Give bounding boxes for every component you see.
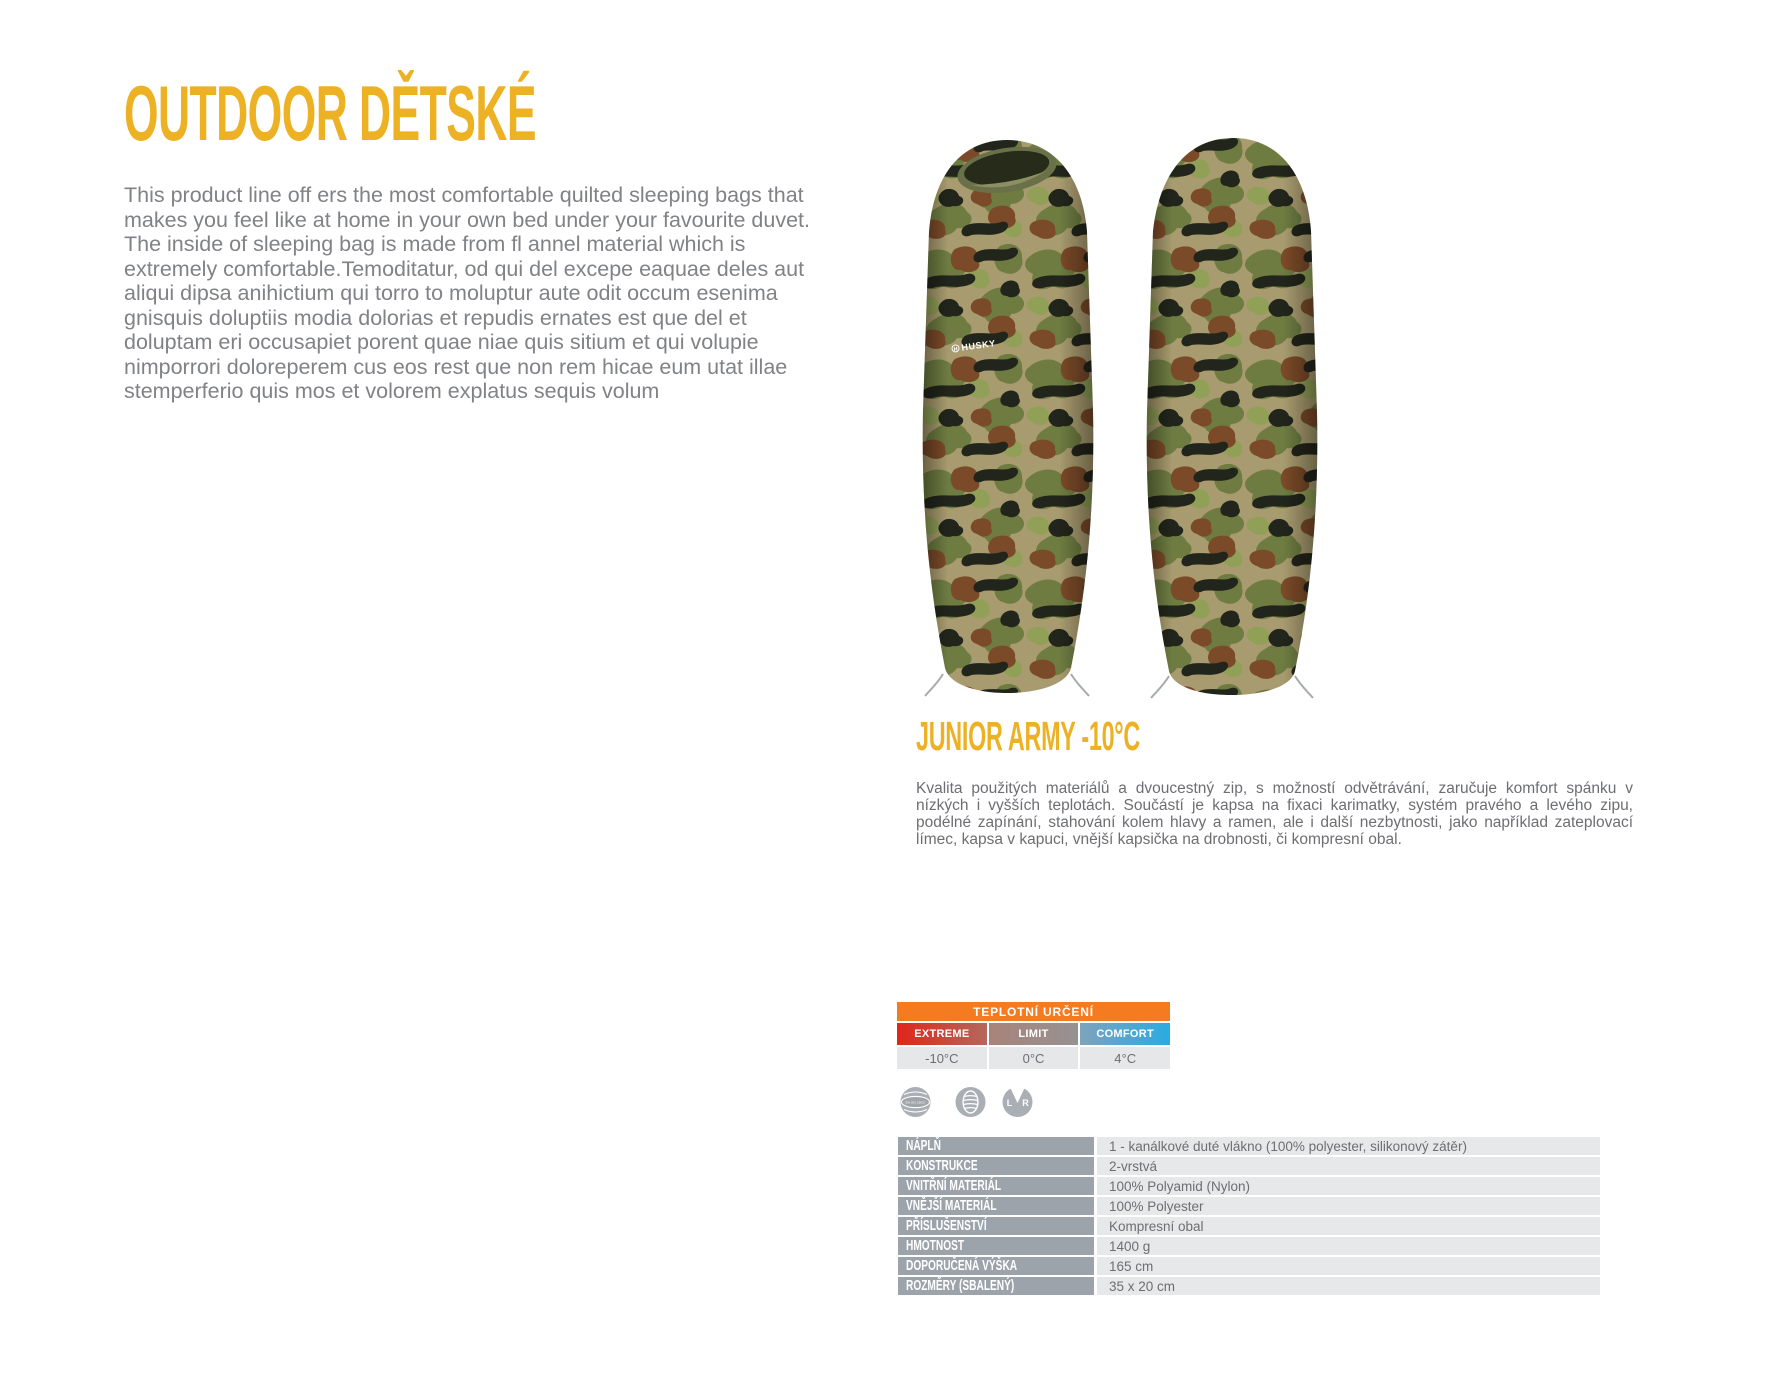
temperature-labels-row bbox=[897, 1023, 1170, 1045]
drawcord bbox=[925, 674, 943, 696]
spec-label-text: VNITŘNÍ MATERIÁL bbox=[906, 1178, 1002, 1194]
standard-badge-icon bbox=[900, 1085, 931, 1119]
sleeping-bag-front bbox=[923, 140, 1094, 696]
product-images bbox=[915, 134, 1321, 709]
intro-paragraph: This product line off ers the most comfortable quilted sleeping bags that makes you feel like at home in your own bed under your favourite duvet. The inside of sleeping bag is made from fl annel material which is extremely comfortable.Temoditatur, od qui del excepe eaquae deles aut aliqui dipsa anihictium qui torro to moluptur aute odit occum esenima gnisquis doluptiis modia dolorias et repudis ernates est que del et doluptam eri occusapiet porent quae niae quis sitium et qui volupie nimporrori doloreperem cus eos rest que non rem hicae eum utat illae stemperferio quis mos et volorem explatus sequis volum bbox=[124, 183, 810, 403]
spec-label-text: HMOTNOST bbox=[906, 1238, 965, 1254]
spec-label-text: VNĚJŠÍ MATERIÁL bbox=[906, 1198, 997, 1214]
left-zip-letter: L bbox=[1006, 1098, 1013, 1108]
spec-table bbox=[898, 1137, 1600, 1295]
table-row bbox=[898, 1197, 1600, 1215]
drawcord bbox=[1295, 676, 1313, 698]
table-row bbox=[898, 1137, 1600, 1155]
spec-label-text: ROZMĚRY (SBALENÝ) bbox=[906, 1278, 1015, 1294]
drawcord bbox=[1151, 676, 1169, 698]
spec-label-text: NÁPLŇ bbox=[906, 1138, 941, 1154]
mummy-shape-icon bbox=[955, 1085, 986, 1119]
product-name bbox=[916, 713, 1309, 759]
drawcord bbox=[1071, 674, 1089, 696]
page-title-text: OUTDOOR DĚTSKÉ bbox=[124, 69, 536, 157]
extreme-value: -10°C bbox=[897, 1047, 987, 1069]
limit-value: 0°C bbox=[989, 1047, 1079, 1069]
table-row bbox=[898, 1217, 1600, 1235]
husky-logo-initial: H bbox=[953, 346, 959, 353]
spec-label bbox=[898, 1237, 1094, 1255]
comfort-label: COMFORT bbox=[1080, 1023, 1170, 1045]
spec-label bbox=[898, 1217, 1094, 1235]
product-name-text: JUNIOR ARMY -10°C bbox=[916, 713, 1140, 759]
temperature-values-row bbox=[897, 1047, 1170, 1069]
spec-label-text: DOPORUČENÁ VÝŠKA bbox=[906, 1258, 1018, 1274]
spec-value: 165 cm bbox=[1097, 1257, 1600, 1275]
table-row bbox=[898, 1277, 1600, 1295]
standard-badge-text: EN ISO 23537 bbox=[905, 1100, 926, 1105]
spec-value: Kompresní obal bbox=[1097, 1217, 1600, 1235]
spec-label bbox=[898, 1277, 1094, 1295]
limit-label: LIMIT bbox=[989, 1023, 1079, 1045]
temperature-table-header: TEPLOTNÍ URČENÍ bbox=[897, 1002, 1170, 1021]
temperature-table bbox=[897, 1002, 1170, 1069]
spec-value: 2-vrstvá bbox=[1097, 1157, 1600, 1175]
product-description: Kvalita použitých materiálů a dvoucestný zip, s možností odvětrávání, zaručuje komfort spánku v nízkých i vyšších teplotách. Součástí je kapsa na fixaci karimatky, systém pravého a levého zipu, podélné zapínání, stahování kolem hlavy a ramen, ale i další nezbytnosti, jako například zateplovací límec, kapsa v kapuci, vnější kapsička na drobnosti, či kompresní obal. bbox=[916, 780, 1633, 848]
sleeping-bags-illustration bbox=[915, 134, 1321, 709]
table-row bbox=[898, 1257, 1600, 1275]
extreme-label: EXTREME bbox=[897, 1023, 987, 1045]
sleeping-bag-back bbox=[1147, 138, 1318, 698]
spec-label bbox=[898, 1257, 1094, 1275]
spec-value: 1 - kanálkové duté vlákno (100% polyester, silikonový zátěr) bbox=[1097, 1137, 1600, 1155]
page-title bbox=[124, 69, 847, 157]
spec-label-text: PŘÍSLUŠENSTVÍ bbox=[906, 1218, 987, 1234]
table-row bbox=[898, 1157, 1600, 1175]
right-zip-letter: R bbox=[1022, 1098, 1029, 1108]
table-row bbox=[898, 1237, 1600, 1255]
spec-value: 35 x 20 cm bbox=[1097, 1277, 1600, 1295]
spec-label bbox=[898, 1177, 1094, 1195]
spec-value: 100% Polyester bbox=[1097, 1197, 1600, 1215]
spec-label bbox=[898, 1157, 1094, 1175]
spec-label-text: KONSTRUKCE bbox=[906, 1158, 978, 1174]
spec-label bbox=[898, 1197, 1094, 1215]
spec-value: 100% Polyamid (Nylon) bbox=[1097, 1177, 1600, 1195]
husky-logo-text: HUSKY bbox=[960, 338, 997, 353]
spec-label bbox=[898, 1137, 1094, 1155]
spec-value: 1400 g bbox=[1097, 1237, 1600, 1255]
comfort-value: 4°C bbox=[1080, 1047, 1170, 1069]
table-row bbox=[898, 1177, 1600, 1195]
left-right-zip-icon bbox=[999, 1085, 1036, 1119]
